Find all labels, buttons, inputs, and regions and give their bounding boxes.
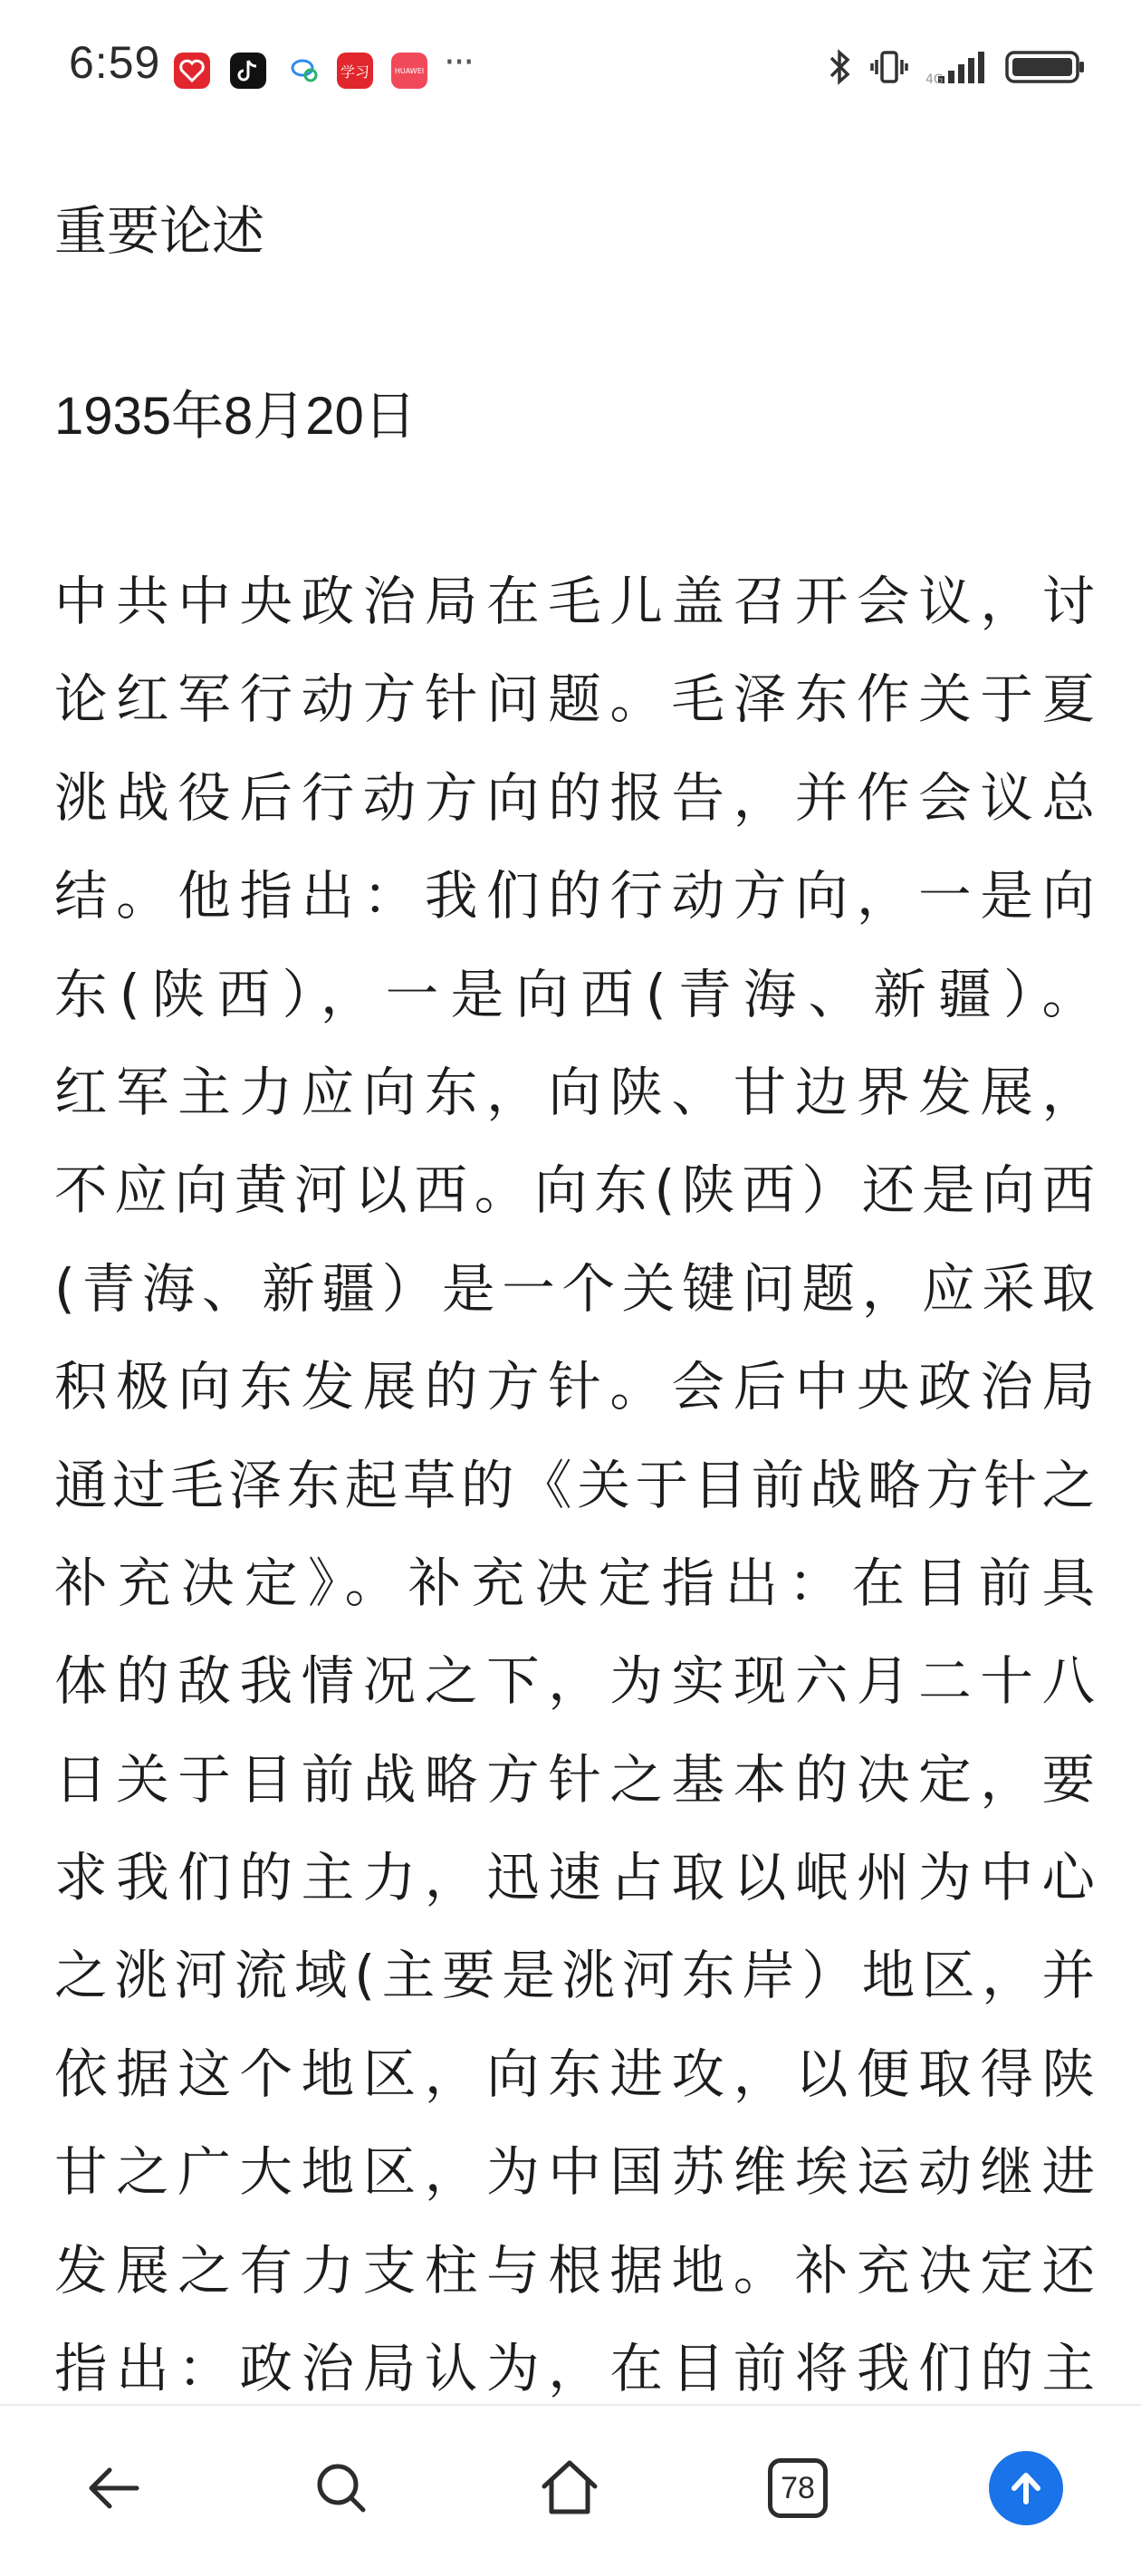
xuexi-label: 学习	[340, 62, 369, 81]
upload-icon	[989, 2451, 1063, 2525]
article-date: 1935年8月20日	[54, 387, 417, 446]
tiktok-icon	[230, 53, 266, 89]
favorites-app-icon	[174, 53, 210, 89]
body-line: 洮战役后行动方向的报告，并作会议总	[54, 766, 1096, 829]
body-line: 补充决定》。补充决定指出：在目前具	[54, 1552, 1096, 1614]
body-line: 之洮河流域(主要是洮河东岸）地区，并	[54, 1945, 1096, 2007]
more-notifications: ···	[444, 42, 474, 83]
upload-button[interactable]	[985, 2447, 1067, 2529]
system-icons	[828, 47, 1087, 91]
body-line: 积极向东发展的方针。会后中央政治局	[54, 1356, 1096, 1418]
xuexi-icon	[337, 53, 373, 89]
home-button[interactable]	[529, 2447, 610, 2529]
body-line: 指出：政治局认为，在目前将我们的主	[54, 2338, 1096, 2400]
back-arrow-icon	[82, 2456, 148, 2521]
body-line: 结。他指出：我们的行动方向，一是向	[54, 865, 1096, 928]
body-line: 通过毛泽东起草的《关于目前战略方针之	[54, 1454, 1096, 1516]
body-line: 求我们的主力，迅速占取以岷州为中心	[54, 1847, 1096, 1909]
bluetooth-icon	[828, 47, 853, 91]
huawei-label: HUAWEI	[394, 66, 425, 75]
back-button[interactable]	[74, 2447, 156, 2529]
article	[54, 199, 1096, 2400]
body-line: 不应向黄河以西。向东(陕西）还是向西	[54, 1159, 1096, 1222]
article-body	[54, 553, 1096, 2417]
tabs-button[interactable]	[757, 2447, 839, 2529]
svg-text:4G: 4G	[925, 72, 944, 87]
body-line: 甘之广大地区，为中国苏维埃运动继进	[54, 2141, 1096, 2204]
huawei-icon	[391, 53, 427, 89]
body-line: 论红军行动方针问题。毛泽东作关于夏	[54, 668, 1096, 731]
search-button[interactable]	[301, 2447, 382, 2529]
body-line: 日关于目前战略方针之基本的决定，要	[54, 1748, 1096, 1811]
body-line: (青海、新疆）是一个关键问题，应采取	[54, 1257, 1096, 1320]
home-icon	[535, 2454, 604, 2523]
body-line: 体的敌我情况之下，为实现六月二十八	[54, 1650, 1096, 1713]
status-bar	[0, 0, 1141, 136]
body-line: 发展之有力支柱与根据地。补充决定还	[54, 2239, 1096, 2302]
article-heading: 重要论述	[54, 200, 265, 262]
signal-icon	[925, 47, 989, 91]
vibrate-icon	[869, 47, 909, 91]
search-icon	[309, 2456, 374, 2521]
body-line: 依据这个地区，向东进攻，以便取得陕	[54, 2043, 1096, 2105]
body-line: 东(陕西），一是向西(青海、新疆）。	[54, 963, 1096, 1025]
tab-count: 78	[768, 2458, 828, 2518]
chat-icon	[286, 53, 322, 89]
body-line: 红军主力应向东，向陕、甘边界发展，	[54, 1061, 1096, 1123]
battery-icon	[1005, 47, 1087, 91]
bottom-navigation	[0, 2404, 1141, 2576]
status-time: 6:59	[69, 37, 161, 88]
body-line: 中共中央政治局在毛儿盖召开会议，讨	[54, 571, 1096, 632]
